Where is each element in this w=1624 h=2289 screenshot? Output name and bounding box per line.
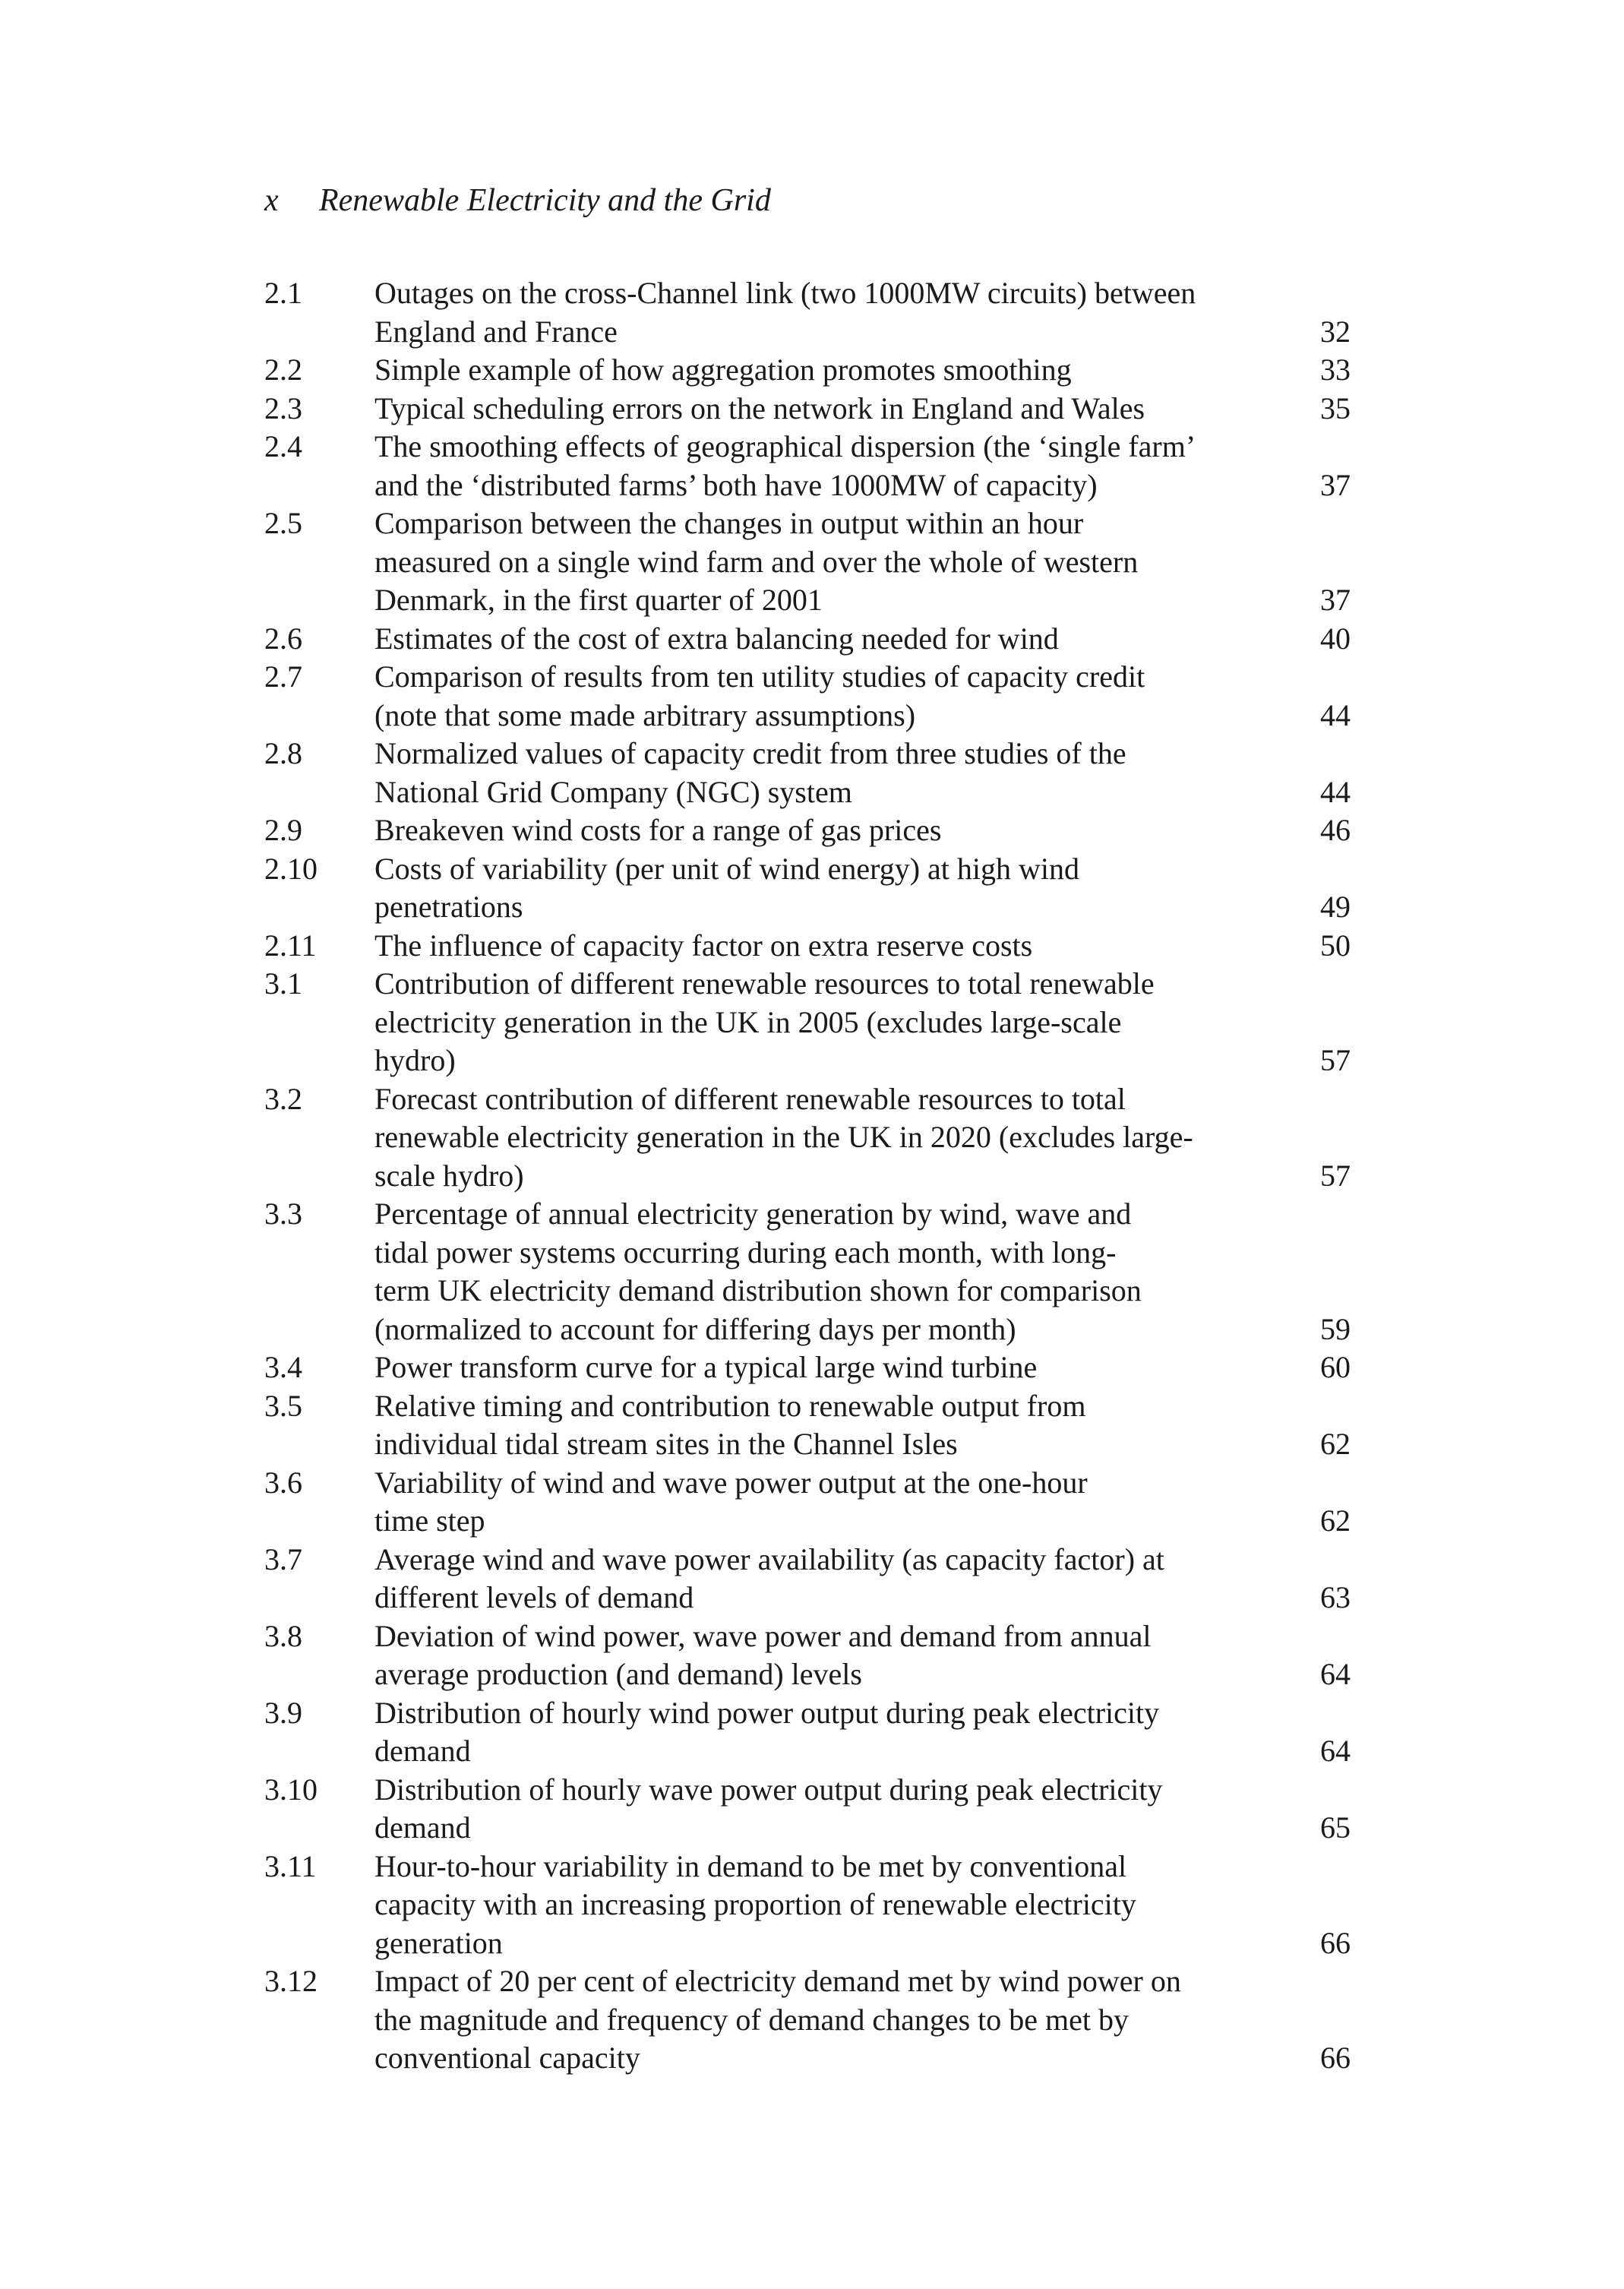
caption-line [374, 390, 1351, 428]
figure-entry [264, 1617, 1351, 1694]
page-number: 62 [1320, 1503, 1351, 1538]
caption-text: average production (and demand) levels [374, 1657, 862, 1691]
caption-text: (note that some made arbitrary assumptions) [374, 697, 916, 732]
caption-text: hydro) [374, 1043, 456, 1077]
figure-entry [264, 390, 1351, 428]
figure-caption [374, 620, 1351, 659]
caption-text: England and France [374, 314, 618, 349]
caption-line [374, 1080, 1351, 1119]
caption-line [374, 1617, 1351, 1656]
caption-line [374, 658, 1351, 697]
page-number: 64 [1320, 1657, 1351, 1691]
figure-number: 2.7 [264, 659, 302, 694]
figure-entry [264, 1848, 1351, 1963]
figure-caption [374, 811, 1351, 850]
caption-line [374, 1924, 1351, 1963]
figure-entry [264, 927, 1351, 966]
page-number: 64 [1320, 1734, 1351, 1768]
caption-text: (normalized to account for differing days per month) [374, 1311, 1016, 1346]
figure-caption [374, 1080, 1351, 1196]
caption-line [374, 1425, 1351, 1464]
caption-line [374, 697, 1351, 735]
figure-entry [264, 1694, 1351, 1771]
caption-text: tidal power systems occurring during each month, with long- [374, 1235, 1117, 1269]
caption-line [374, 313, 1351, 352]
figure-entry [264, 1541, 1351, 1617]
caption-text: Distribution of hourly wave power output during peak electricity [374, 1772, 1163, 1807]
figure-number: 3.8 [264, 1618, 302, 1653]
figure-caption [374, 1348, 1351, 1387]
figure-entry [264, 850, 1351, 927]
figure-caption [374, 1541, 1351, 1617]
caption-line [374, 811, 1351, 850]
caption-line [374, 927, 1351, 966]
figure-caption [374, 850, 1351, 927]
caption-text: scale hydro) [374, 1158, 524, 1193]
figure-number: 2.1 [264, 276, 302, 310]
caption-line [374, 1042, 1351, 1080]
caption-text: Forecast contribution of different renewable resources to total [374, 1081, 1126, 1116]
caption-text: demand [374, 1810, 471, 1845]
caption-line [374, 1809, 1351, 1848]
figure-caption [374, 658, 1351, 735]
caption-line [374, 850, 1351, 889]
page-number: 37 [1320, 583, 1351, 617]
figure-entry [264, 351, 1351, 390]
figure-caption [374, 965, 1351, 1080]
figure-caption [374, 390, 1351, 428]
caption-line [374, 428, 1351, 466]
page-number: 65 [1320, 1810, 1351, 1845]
figure-entry [264, 428, 1351, 504]
figure-number: 3.9 [264, 1695, 302, 1730]
caption-line [374, 2039, 1351, 2078]
caption-line [374, 1848, 1351, 1886]
caption-text: Power transform curve for a typical large wind turbine [374, 1350, 1038, 1384]
caption-line [374, 351, 1351, 390]
page-number: 44 [1320, 697, 1351, 732]
figure-caption [374, 351, 1351, 390]
caption-text: renewable electricity generation in the UK in 2020 (excludes large- [374, 1120, 1193, 1154]
figure-number: 2.8 [264, 736, 302, 770]
caption-line [374, 965, 1351, 1004]
caption-text: generation [374, 1925, 503, 1960]
figure-entry [264, 1464, 1351, 1541]
caption-line [374, 1694, 1351, 1733]
figure-caption [374, 428, 1351, 504]
figure-number: 3.4 [264, 1350, 302, 1384]
figure-caption [374, 504, 1351, 620]
figure-caption [374, 735, 1351, 811]
caption-text: The smoothing effects of geographical dispersion (the ‘single farm’ [374, 429, 1196, 463]
caption-text: Average wind and wave power availability (as capacity factor) at [374, 1541, 1164, 1576]
figure-caption [374, 1387, 1351, 1464]
caption-text: Variability of wind and wave power output at the one-hour [374, 1465, 1088, 1500]
figure-caption [374, 1771, 1351, 1848]
caption-text: term UK electricity demand distribution shown for comparison [374, 1273, 1142, 1307]
page-number: 57 [1320, 1043, 1351, 1077]
figure-entry [264, 620, 1351, 659]
caption-text: demand [374, 1734, 471, 1768]
caption-text: Denmark, in the first quarter of 2001 [374, 583, 823, 617]
caption-line [374, 504, 1351, 543]
caption-text: measured on a single wind farm and over the whole of western [374, 544, 1139, 579]
figure-number: 2.3 [264, 390, 302, 425]
figure-number: 3.2 [264, 1081, 302, 1116]
figure-entry [264, 1771, 1351, 1848]
running-head [264, 179, 771, 222]
figure-number: 3.10 [264, 1772, 318, 1807]
figure-caption [374, 1962, 1351, 2078]
caption-text: and the ‘distributed farms’ both have 1000MW of capacity) [374, 467, 1098, 502]
caption-text: different levels of demand [374, 1580, 694, 1614]
caption-line [374, 543, 1351, 582]
figure-caption [374, 1464, 1351, 1541]
caption-line [374, 1387, 1351, 1426]
page-number: 32 [1320, 314, 1351, 349]
caption-text: Percentage of annual electricity generation by wind, wave and [374, 1197, 1132, 1231]
caption-text: Distribution of hourly wind power output during peak electricity [374, 1695, 1160, 1730]
figure-number: 2.9 [264, 813, 302, 847]
figure-number: 2.11 [264, 928, 317, 963]
page-number: 35 [1320, 390, 1351, 425]
caption-line [374, 2001, 1351, 2040]
caption-text: Comparison of results from ten utility studies of capacity credit [374, 659, 1145, 694]
figure-entry [264, 965, 1351, 1080]
caption-line [374, 1234, 1351, 1273]
caption-text: Comparison between the changes in output within an hour [374, 506, 1084, 540]
caption-text: the magnitude and frequency of demand changes to be met by [374, 2002, 1129, 2037]
figure-number: 2.10 [264, 851, 318, 886]
figure-entry [264, 1195, 1351, 1348]
caption-line [374, 1579, 1351, 1617]
page-number: 40 [1320, 621, 1351, 656]
caption-line [374, 735, 1351, 773]
page-number: 44 [1320, 774, 1351, 809]
page-number: 62 [1320, 1427, 1351, 1461]
figure-number: 2.5 [264, 506, 302, 540]
figure-caption [374, 274, 1351, 351]
figure-caption [374, 1195, 1351, 1348]
figure-number: 3.7 [264, 1541, 302, 1576]
figure-number: 3.11 [264, 1848, 317, 1883]
figure-number: 3.12 [264, 1964, 318, 1998]
caption-text: The influence of capacity factor on extra reserve costs [374, 928, 1033, 963]
caption-line [374, 1655, 1351, 1694]
page-number: 33 [1320, 353, 1351, 387]
figure-entry [264, 1348, 1351, 1387]
caption-text: Relative timing and contribution to renewable output from [374, 1388, 1086, 1423]
caption-text: penetrations [374, 890, 523, 924]
caption-line [374, 620, 1351, 659]
figure-entry [264, 735, 1351, 811]
figure-entry [264, 1962, 1351, 2078]
caption-line [374, 1004, 1351, 1042]
caption-text: Breakeven wind costs for a range of gas prices [374, 813, 942, 847]
caption-line [374, 1541, 1351, 1579]
caption-line [374, 1771, 1351, 1810]
figure-entry [264, 1080, 1351, 1196]
page-number: 59 [1320, 1311, 1351, 1346]
caption-line [374, 1195, 1351, 1234]
book-title: Renewable Electricity and the Grid [319, 183, 771, 218]
page-number: 63 [1320, 1580, 1351, 1614]
caption-text: Typical scheduling errors on the network in England and Wales [374, 390, 1145, 425]
figure-number: 3.1 [264, 966, 302, 1001]
caption-text: Costs of variability (per unit of wind energy) at high wind [374, 851, 1079, 886]
figure-caption [374, 927, 1351, 966]
caption-text: Outages on the cross-Channel link (two 1000MW circuits) between [374, 276, 1196, 310]
caption-line [374, 581, 1351, 620]
caption-line [374, 1502, 1351, 1541]
caption-text: time step [374, 1503, 485, 1538]
figure-entry [264, 811, 1351, 850]
page-number: 57 [1320, 1158, 1351, 1193]
page-number: 46 [1320, 813, 1351, 847]
caption-line [374, 1348, 1351, 1387]
caption-text: individual tidal stream sites in the Channel Isles [374, 1427, 958, 1461]
caption-line [374, 773, 1351, 812]
caption-text: Hour-to-hour variability in demand to be met by conventional [374, 1848, 1127, 1883]
figure-number: 2.4 [264, 429, 302, 463]
list-of-figures [264, 274, 1351, 2078]
caption-text: National Grid Company (NGC) system [374, 774, 852, 809]
caption-line [374, 1886, 1351, 1924]
caption-text: capacity with an increasing proportion of renewable electricity [374, 1887, 1136, 1921]
caption-text: Simple example of how aggregation promotes smoothing [374, 353, 1072, 387]
caption-text: Impact of 20 per cent of electricity demand met by wind power on [374, 1964, 1181, 1998]
page-number: 66 [1320, 2041, 1351, 2075]
figure-entry [264, 1387, 1351, 1464]
caption-line [374, 1464, 1351, 1503]
caption-line [374, 1732, 1351, 1771]
figure-entry [264, 658, 1351, 735]
figure-entry [264, 504, 1351, 620]
page-number: 60 [1320, 1350, 1351, 1384]
caption-text: Estimates of the cost of extra balancing needed for wind [374, 621, 1059, 656]
caption-line [374, 274, 1351, 313]
figure-number: 3.3 [264, 1197, 302, 1231]
caption-line [374, 1272, 1351, 1310]
caption-line [374, 888, 1351, 927]
page-number: 66 [1320, 1925, 1351, 1960]
page-number: 49 [1320, 890, 1351, 924]
figure-caption [374, 1694, 1351, 1771]
page-number: 37 [1320, 467, 1351, 502]
caption-text: conventional capacity [374, 2041, 640, 2075]
figure-number: 2.2 [264, 353, 302, 387]
caption-line [374, 1962, 1351, 2001]
caption-line [374, 466, 1351, 505]
caption-text: electricity generation in the UK in 2005 (excludes large-scale [374, 1004, 1122, 1039]
caption-line [374, 1118, 1351, 1157]
figure-entry [264, 274, 1351, 351]
page-folio: x [264, 183, 279, 218]
figure-number: 2.6 [264, 621, 302, 656]
caption-text: Normalized values of capacity credit from three studies of the [374, 736, 1126, 770]
figure-number: 3.5 [264, 1388, 302, 1423]
figure-caption [374, 1617, 1351, 1694]
figure-number: 3.6 [264, 1465, 302, 1500]
caption-text: Contribution of different renewable resources to total renewable [374, 966, 1155, 1001]
caption-line [374, 1310, 1351, 1349]
caption-text: Deviation of wind power, wave power and demand from annual [374, 1618, 1152, 1653]
figure-caption [374, 1848, 1351, 1963]
page-number: 50 [1320, 928, 1351, 963]
caption-line [374, 1157, 1351, 1196]
